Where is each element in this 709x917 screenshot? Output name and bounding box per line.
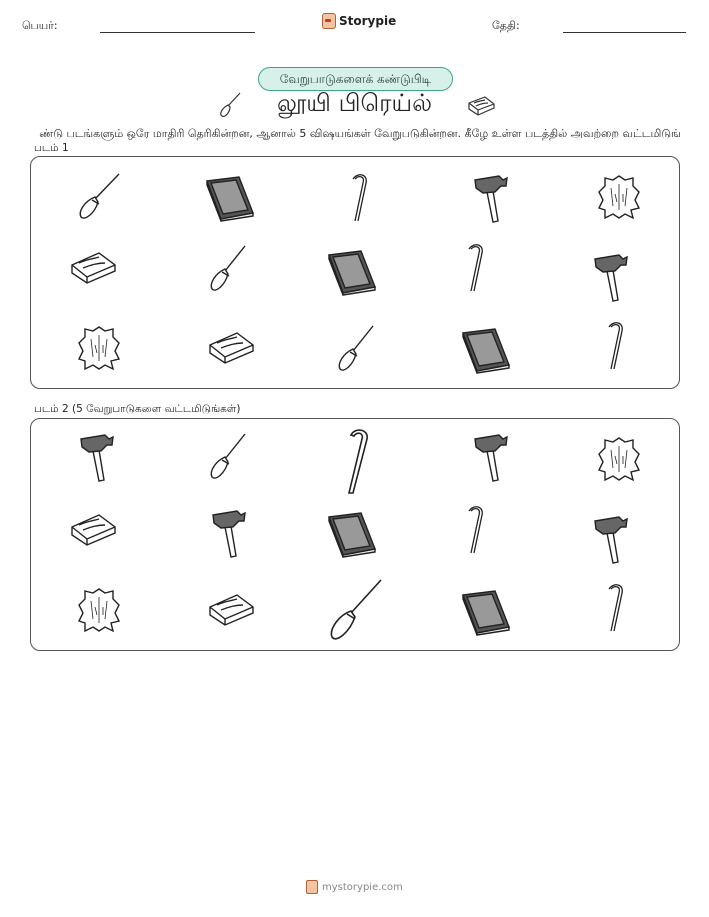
brand	[322, 13, 396, 29]
paper-stack-icon[interactable]	[69, 513, 117, 547]
cane-icon[interactable]	[605, 583, 627, 633]
brand-name: Storypie	[339, 14, 397, 28]
book-icon[interactable]	[205, 175, 255, 221]
book-icon[interactable]	[461, 327, 511, 373]
instructions: ண்டு படங்களும் ஒரே மாதிரி தெரிகின்றன, ஆனால் 5 விஷயங்கள் வேறுபடுகின்றன. கீழே உள்ள படத்தில் அவற்றை வட்டமிடுங்	[39, 127, 681, 140]
book-icon[interactable]	[461, 589, 511, 635]
hammer-icon[interactable]	[593, 515, 629, 565]
page-title: லூயி பிரெய்ல்	[276, 89, 433, 117]
picture2-panel	[30, 418, 680, 651]
storypie-logo-icon	[306, 880, 318, 894]
awl-icon[interactable]	[335, 325, 375, 373]
leather-hide-icon[interactable]	[597, 436, 641, 482]
awl-icon[interactable]	[207, 433, 247, 481]
leather-hide-icon[interactable]	[597, 174, 641, 220]
paper-stack-icon	[466, 95, 496, 121]
awl-icon[interactable]	[75, 173, 121, 221]
cane-icon[interactable]	[465, 243, 487, 293]
picture2-label: படம் 2 (5 வேறுபாடுகளை வட்டமிடுங்கள்)	[34, 403, 241, 415]
paper-stack-icon[interactable]	[69, 251, 117, 285]
storypie-logo-icon	[322, 13, 336, 29]
date-line[interactable]	[563, 32, 686, 33]
awl-icon[interactable]	[327, 579, 383, 643]
book-icon[interactable]	[327, 249, 377, 295]
date-label: தேதி:	[492, 19, 520, 32]
footer-url[interactable]: mystorypie.com	[322, 881, 403, 893]
picture1-label: படம் 1	[34, 142, 69, 154]
hammer-icon[interactable]	[473, 433, 509, 483]
paper-stack-icon[interactable]	[207, 331, 255, 365]
cane-icon[interactable]	[465, 505, 487, 555]
cane-icon[interactable]	[605, 321, 627, 371]
activity-badge: வேறுபாடுகளைக் கண்டுபிடி	[258, 67, 453, 91]
awl-icon[interactable]	[207, 245, 247, 293]
leather-hide-icon[interactable]	[77, 325, 121, 371]
name-line[interactable]	[100, 32, 255, 33]
picture1-panel	[30, 156, 680, 389]
hammer-icon[interactable]	[593, 253, 629, 303]
book-icon[interactable]	[327, 511, 377, 557]
footer	[306, 880, 403, 894]
hammer-icon[interactable]	[79, 433, 115, 483]
leather-hide-icon[interactable]	[77, 587, 121, 633]
cane-icon[interactable]	[345, 427, 375, 495]
hammer-icon[interactable]	[473, 174, 509, 224]
paper-stack-icon[interactable]	[207, 593, 255, 627]
cane-icon[interactable]	[349, 173, 371, 223]
name-label: பெயர்:	[22, 19, 58, 32]
hammer-icon[interactable]	[211, 509, 247, 559]
